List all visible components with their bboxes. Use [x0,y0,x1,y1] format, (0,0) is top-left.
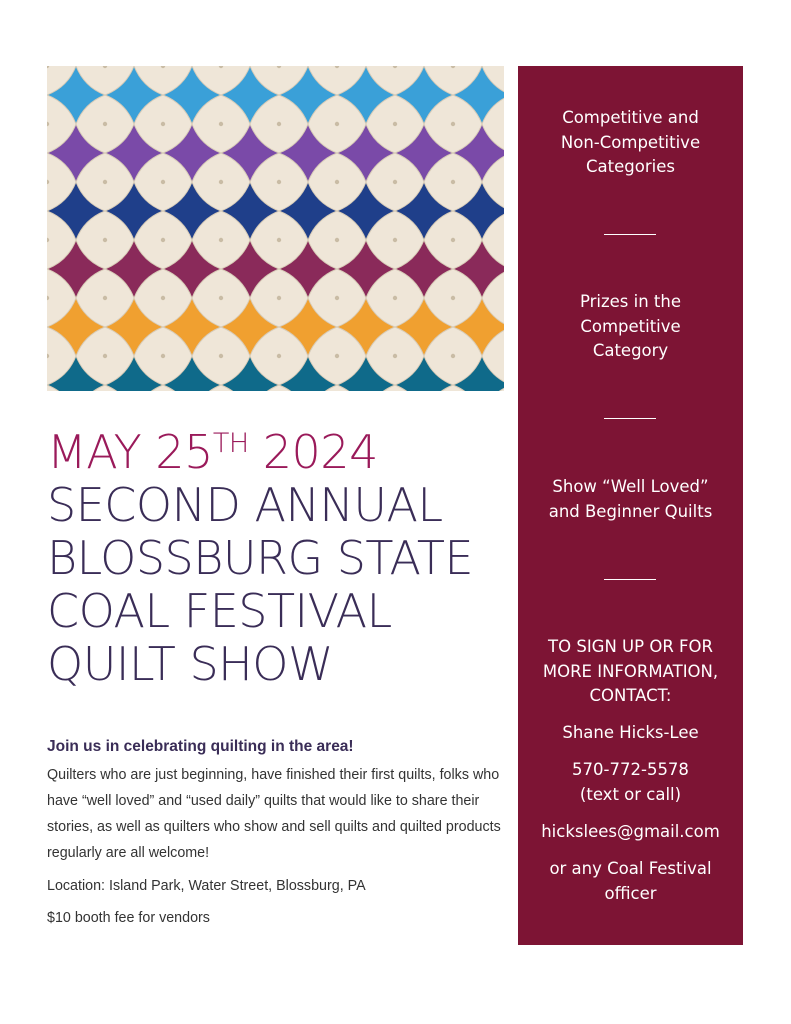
quilt-stitch [335,238,339,242]
quilt-stitch [393,238,397,242]
quilt-patch [395,356,453,391]
quilt-stitch [393,354,397,358]
quilt-stitch [47,238,49,242]
quilt-patch [47,124,105,182]
quilt-patch [337,124,395,182]
quilt-stitch [161,66,165,68]
contact-heading: TO SIGN UP OR FOR MORE INFORMATION, CONTACT: [542,637,719,705]
quilt-stitch [277,66,281,68]
quilt-patch [105,298,163,356]
quilt-stitch [161,296,165,300]
quilt-stitch [335,180,339,184]
quilt-stitch [451,180,455,184]
quilt-patch [163,182,221,240]
quilt-stitch [103,238,107,242]
quilt-patch [221,298,279,356]
quilt-stitch [393,296,397,300]
quilt-patch [105,124,163,182]
quilt-patch [47,356,105,391]
quilt-patch [105,356,163,391]
quilt-patch [453,240,504,298]
quilt-patch [105,182,163,240]
quilt-patch [279,66,337,124]
intro-heading: Join us in celebrating quilting in the area! [47,738,354,755]
quilt-patch [453,66,504,124]
quilt-stitch [219,354,223,358]
headline-line: COAL FESTIVAL [47,584,392,638]
quilt-stitch [161,180,165,184]
contact-other: or any Coal Festival officer [549,859,712,903]
headline-line: QUILT SHOW [47,637,333,691]
quilt-patch [47,66,105,124]
quilt-patch [337,356,395,391]
quilt-patch [279,356,337,391]
quilt-patch [47,182,105,240]
quilt-stitch [277,296,281,300]
quilt-patch [395,124,453,182]
quilt-stitch [393,180,397,184]
quilt-stitch [47,354,49,358]
quilt-patch [221,356,279,391]
quilt-patch [47,298,105,356]
info-sidebar [518,66,743,945]
quilt-stitch [103,122,107,126]
quilt-stitch [451,122,455,126]
quilt-stitch [161,354,165,358]
quilt-stitch [161,122,165,126]
sidebar-well-loved: Show “Well Loved” and Beginner Quilts [548,477,713,521]
quilt-stitch [451,354,455,358]
quilt-stitch [451,238,455,242]
quilt-patch [105,240,163,298]
quilt-patch [453,298,504,356]
quilt-stitch [335,296,339,300]
quilt-patch [163,240,221,298]
quilt-stitch [277,238,281,242]
quilt-patch [337,182,395,240]
quilt-stitch [103,66,107,68]
contact-phone: 570-772-5578 (text or call) [572,760,689,804]
sidebar-divider [604,234,656,235]
quilt-patch [163,298,221,356]
quilt-patch [221,240,279,298]
location-text: Location: Island Park, Water Street, Blossburg, PA [47,878,366,894]
sidebar-prizes: Prizes in the Competitive Category [579,292,682,360]
quilt-patch [395,182,453,240]
quilt-patch [395,240,453,298]
event-description [47,738,502,926]
quilt-stitch [219,238,223,242]
headline-line: BLOSSBURG STATE [47,531,474,585]
description-paragraph: Quilters who are just beginning, have finished their first quilts, folks who have “well loved” and “used daily” quilts that would like to share their stories, as well as quilters who show and sell quilts and quilted products regularly are all welcome! [47,767,501,861]
quilt-patch [453,182,504,240]
quilt-patch [163,124,221,182]
quilt-stitch [451,66,455,68]
event-headline [47,426,507,691]
quilt-stitch [161,238,165,242]
quilt-stitch [47,180,49,184]
sidebar-categories: Competitive and Non-Competitive Categories [560,108,701,176]
sidebar-divider [604,579,656,580]
quilt-stitch [219,296,223,300]
quilt-patch [221,182,279,240]
quilt-stitch [103,354,107,358]
quilt-patch [163,356,221,391]
contact-email[interactable]: hickslees@gmail.com [541,822,720,841]
quilt-patch [395,298,453,356]
quilt-patch [395,66,453,124]
quilt-patch [453,124,504,182]
quilt-stitch [393,122,397,126]
quilt-stitch [219,180,223,184]
quilt-stitch [103,180,107,184]
quilt-patch [221,66,279,124]
event-date: MAY 25TH 2024 [47,425,378,479]
quilt-stitch [277,180,281,184]
quilt-patch [279,298,337,356]
quilt-stitch [47,66,49,68]
quilt-stitch [335,66,339,68]
quilt-patch [105,66,163,124]
quilt-stitch [47,296,49,300]
quilt-patch [221,124,279,182]
sidebar-divider [604,418,656,419]
quilt-patch [337,240,395,298]
quilt-stitch [47,122,49,126]
quilt-photo [47,66,504,391]
quilt-stitch [335,354,339,358]
quilt-patch [279,124,337,182]
quilt-stitch [103,296,107,300]
quilt-patch [163,66,221,124]
quilt-patch [453,356,504,391]
quilt-stitch [393,66,397,68]
quilt-patch [279,240,337,298]
quilt-stitch [219,66,223,68]
quilt-patch [279,182,337,240]
quilt-stitch [277,354,281,358]
contact-name: Shane Hicks-Lee [562,723,699,742]
quilt-patch [337,66,395,124]
quilt-patch [47,240,105,298]
quilt-stitch [335,122,339,126]
quilt-stitch [219,122,223,126]
quilt-patch [337,298,395,356]
headline-line: SECOND ANNUAL [47,478,443,532]
quilt-stitch [277,122,281,126]
quilt-stitch [451,296,455,300]
vendor-fee-text: $10 booth fee for vendors [47,910,210,926]
